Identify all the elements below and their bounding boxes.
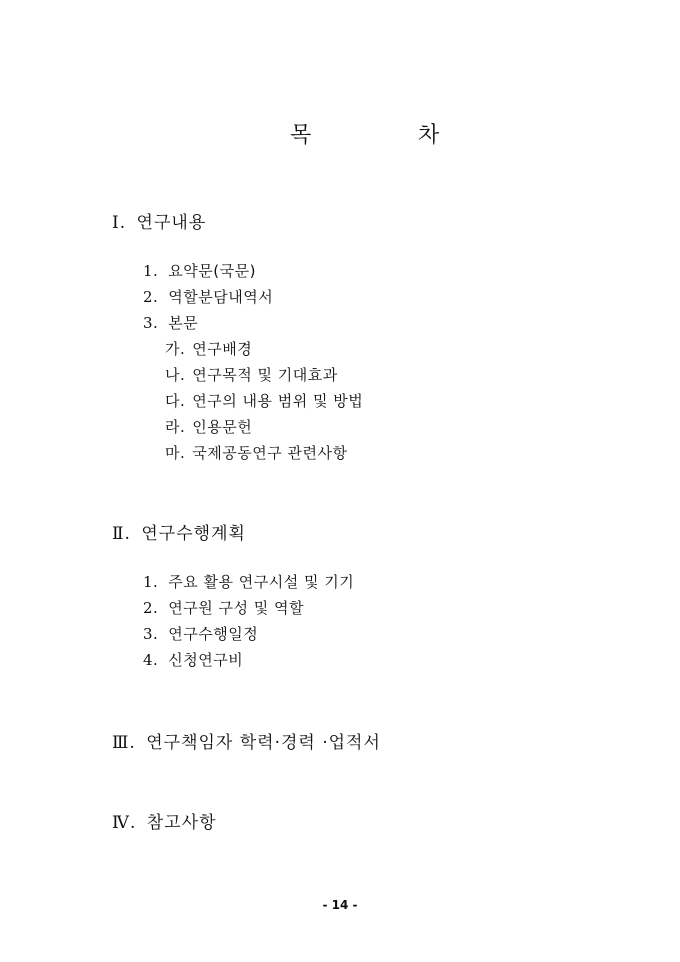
- section-number: Ⅳ.: [112, 813, 137, 833]
- item-number: 다.: [165, 392, 186, 410]
- section-number: Ⅰ.: [112, 213, 127, 233]
- item-number: 2.: [143, 599, 159, 617]
- section-heading-4: [112, 808, 217, 833]
- section-heading-1: [112, 208, 206, 233]
- item-text: 연구원 구성 및 역할: [168, 599, 305, 617]
- section-title: 연구수행계획: [141, 524, 246, 544]
- item-text: 연구의 내용 범위 및 방법: [192, 392, 364, 410]
- item-number: 마.: [165, 444, 186, 462]
- list-item: [143, 621, 354, 647]
- item-number: 라.: [165, 418, 186, 436]
- item-text: 본문: [168, 314, 199, 332]
- item-number: 3.: [143, 314, 159, 332]
- section-heading-3: [112, 728, 381, 753]
- list-subitem: [143, 362, 363, 388]
- item-text: 요약문(국문): [168, 262, 256, 280]
- item-text: 연구목적 및 기대효과: [192, 366, 338, 384]
- item-number: 2.: [143, 288, 159, 306]
- section-number: Ⅱ.: [112, 524, 131, 544]
- toc-title-part2: 차: [418, 123, 440, 148]
- item-text: 인용문헌: [192, 418, 253, 436]
- item-number: 가.: [165, 340, 186, 358]
- section-2-items: [143, 569, 354, 673]
- item-text: 역할분담내역서: [168, 288, 274, 306]
- list-subitem: [143, 388, 363, 414]
- list-item: [143, 284, 363, 310]
- section-title: 연구내용: [136, 213, 207, 233]
- list-item: [143, 258, 363, 284]
- section-title: 참고사항: [146, 813, 217, 833]
- item-number: 나.: [165, 366, 186, 384]
- item-text: 연구수행일정: [168, 625, 259, 643]
- list-item: [143, 569, 354, 595]
- list-subitem: [143, 336, 363, 362]
- list-subitem: [143, 440, 363, 466]
- section-heading-2: [112, 519, 246, 544]
- list-item: [143, 647, 354, 673]
- list-item: [143, 310, 363, 336]
- toc-title: [0, 118, 680, 148]
- item-text: 연구배경: [192, 340, 253, 358]
- list-subitem: [143, 414, 363, 440]
- section-1-items: [143, 258, 363, 466]
- item-number: 3.: [143, 625, 159, 643]
- item-number: 4.: [143, 651, 159, 669]
- item-number: 1.: [143, 573, 159, 591]
- section-title: 연구책임자 학력·경력 ·업적서: [146, 733, 381, 753]
- page-number: - 14 -: [322, 898, 358, 912]
- item-text: 국제공동연구 관련사항: [192, 444, 348, 462]
- item-text: 신청연구비: [168, 651, 244, 669]
- toc-title-part1: 목: [290, 123, 312, 148]
- item-text: 주요 활용 연구시설 및 기기: [168, 573, 355, 591]
- item-number: 1.: [143, 262, 159, 280]
- section-number: Ⅲ.: [112, 733, 136, 753]
- list-item: [143, 595, 354, 621]
